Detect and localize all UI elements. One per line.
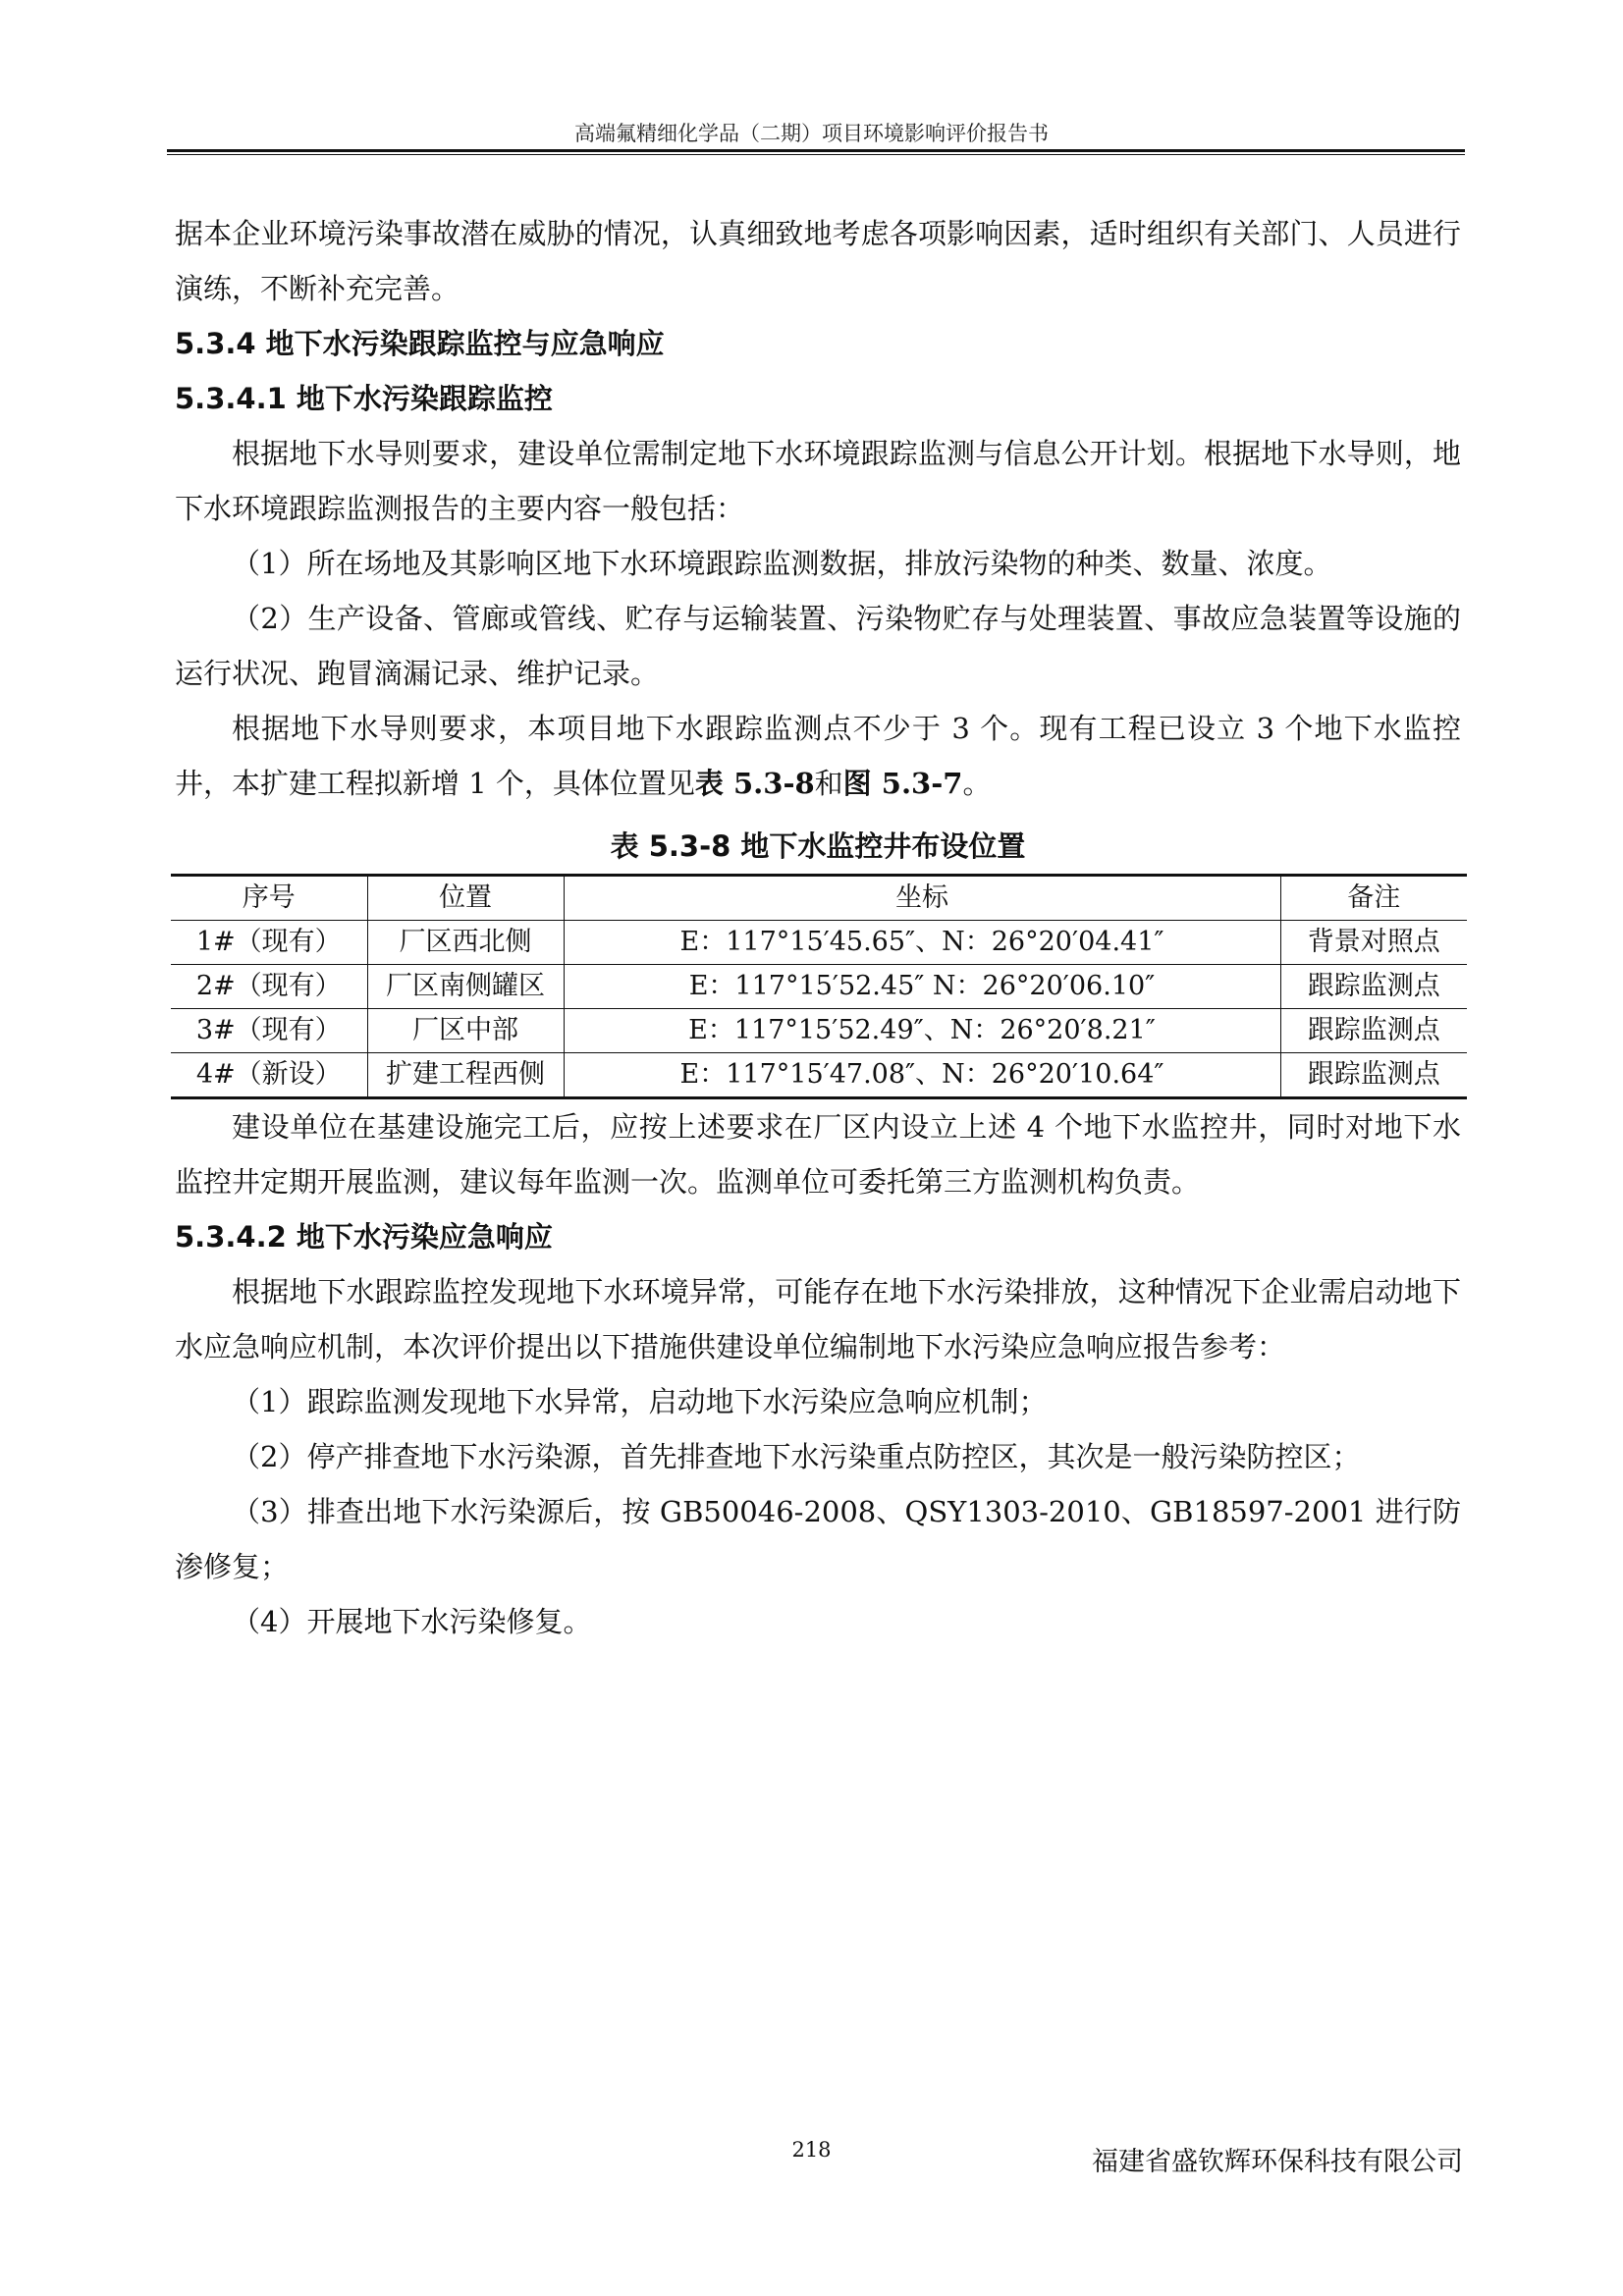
table-cell: 背景对照点	[1280, 921, 1467, 965]
column-header: 序号	[171, 876, 367, 921]
page-number: 218	[791, 2138, 832, 2162]
table-cell: 跟踪监测点	[1280, 965, 1467, 1009]
list-item: （1）所在场地及其影响区地下水环境跟踪监测数据，排放污染物的种类、数量、浓度。	[232, 547, 1332, 580]
table-cell: E：117°15′52.45″ N：26°20′06.10″	[564, 965, 1280, 1009]
table-cell: 厂区南侧罐区	[367, 965, 564, 1009]
table-cell: E：117°15′45.65″、N：26°20′04.41″	[564, 921, 1280, 965]
paragraph-text: 和	[814, 767, 843, 800]
table-cell: 3#（现有）	[171, 1009, 367, 1053]
header-divider	[167, 149, 1465, 155]
table-row	[171, 965, 1467, 1009]
paragraph: 根据地下水跟踪监控发现地下水环境异常，可能存在地下水污染排放，这种情况下企业需启动地下水应急响应机制，本次评价提出以下措施供建设单位编制地下水污染应急响应报告参考：	[175, 1275, 1461, 1363]
figure-reference: 图 5.3-7	[842, 767, 963, 800]
page-header-title: 高端氟精细化学品（二期）项目环境影响评价报告书	[574, 122, 1049, 145]
column-header: 位置	[367, 876, 564, 921]
table-header-row	[171, 876, 1467, 921]
paragraph-text: 根据地下水导则要求，本项目地下水跟踪监测点不少于 3 个。现有工程已设立 3 个地下水监控井，本扩建工程拟新增 1 个，具体位置见	[175, 712, 1461, 800]
table-reference: 表 5.3-8	[694, 767, 815, 800]
table-cell: 厂区西北侧	[367, 921, 564, 965]
section-heading-5-3-4-2: 5.3.4.2 地下水污染应急响应	[175, 1220, 553, 1254]
section-heading-5-3-4: 5.3.4 地下水污染跟踪监控与应急响应	[175, 327, 665, 360]
section-heading-5-3-4-1: 5.3.4.1 地下水污染跟踪监控	[175, 382, 553, 415]
paragraph-text: 。	[962, 767, 992, 800]
list-item: （1）跟踪监测发现地下水异常，启动地下水污染应急响应机制；	[232, 1385, 1048, 1418]
paragraph-monitoring-points	[175, 701, 1461, 811]
table-cell: 4#（新设）	[171, 1053, 367, 1098]
column-header: 坐标	[564, 876, 1280, 921]
table-cell: 1#（现有）	[171, 921, 367, 965]
list-item: （2）停产排查地下水污染源，首先排查地下水污染重点防控区，其次是一般污染防控区；	[232, 1440, 1361, 1473]
table-row	[171, 1053, 1467, 1098]
table-cell: 厂区中部	[367, 1009, 564, 1053]
list-item: （4）开展地下水污染修复。	[232, 1605, 592, 1638]
monitoring-wells-table	[171, 874, 1467, 1099]
list-item: （2）生产设备、管廊或管线、贮存与运输装置、污染物贮存与处理装置、事故应急装置等设施的运行状况、跑冒滴漏记录、维护记录。	[175, 602, 1461, 690]
table-cell: 跟踪监测点	[1280, 1053, 1467, 1098]
table-caption: 表 5.3-8 地下水监控井布设位置	[610, 829, 1026, 863]
paragraph: 建设单位在基建设施完工后，应按上述要求在厂区内设立上述 4 个地下水监控井，同时对地下水监控井定期开展监测，建议每年监测一次。监测单位可委托第三方监测机构负责。	[175, 1110, 1461, 1199]
table-row	[171, 1009, 1467, 1053]
table-cell: 扩建工程西侧	[367, 1053, 564, 1098]
paragraph-intro: 据本企业环境污染事故潜在威胁的情况，认真细致地考虑各项影响因素，适时组织有关部门、人员进行演练，不断补充完善。	[175, 217, 1461, 305]
table-row	[171, 921, 1467, 965]
table-cell: 2#（现有）	[171, 965, 367, 1009]
table-cell: E：117°15′47.08″、N：26°20′10.64″	[564, 1053, 1280, 1098]
column-header: 备注	[1280, 876, 1467, 921]
footer-company: 福建省盛钦辉环保科技有限公司	[1092, 2147, 1463, 2177]
table-cell: E：117°15′52.49″、N：26°20′8.21″	[564, 1009, 1280, 1053]
page-content	[175, 206, 1461, 1649]
list-item: （3）排查出地下水污染源后，按 GB50046-2008、QSY1303-2010、GB18597-2001 进行防渗修复；	[175, 1495, 1461, 1583]
table-cell: 跟踪监测点	[1280, 1009, 1467, 1053]
paragraph: 根据地下水导则要求，建设单位需制定地下水环境跟踪监测与信息公开计划。根据地下水导则，地下水环境跟踪监测报告的主要内容一般包括：	[175, 437, 1461, 525]
